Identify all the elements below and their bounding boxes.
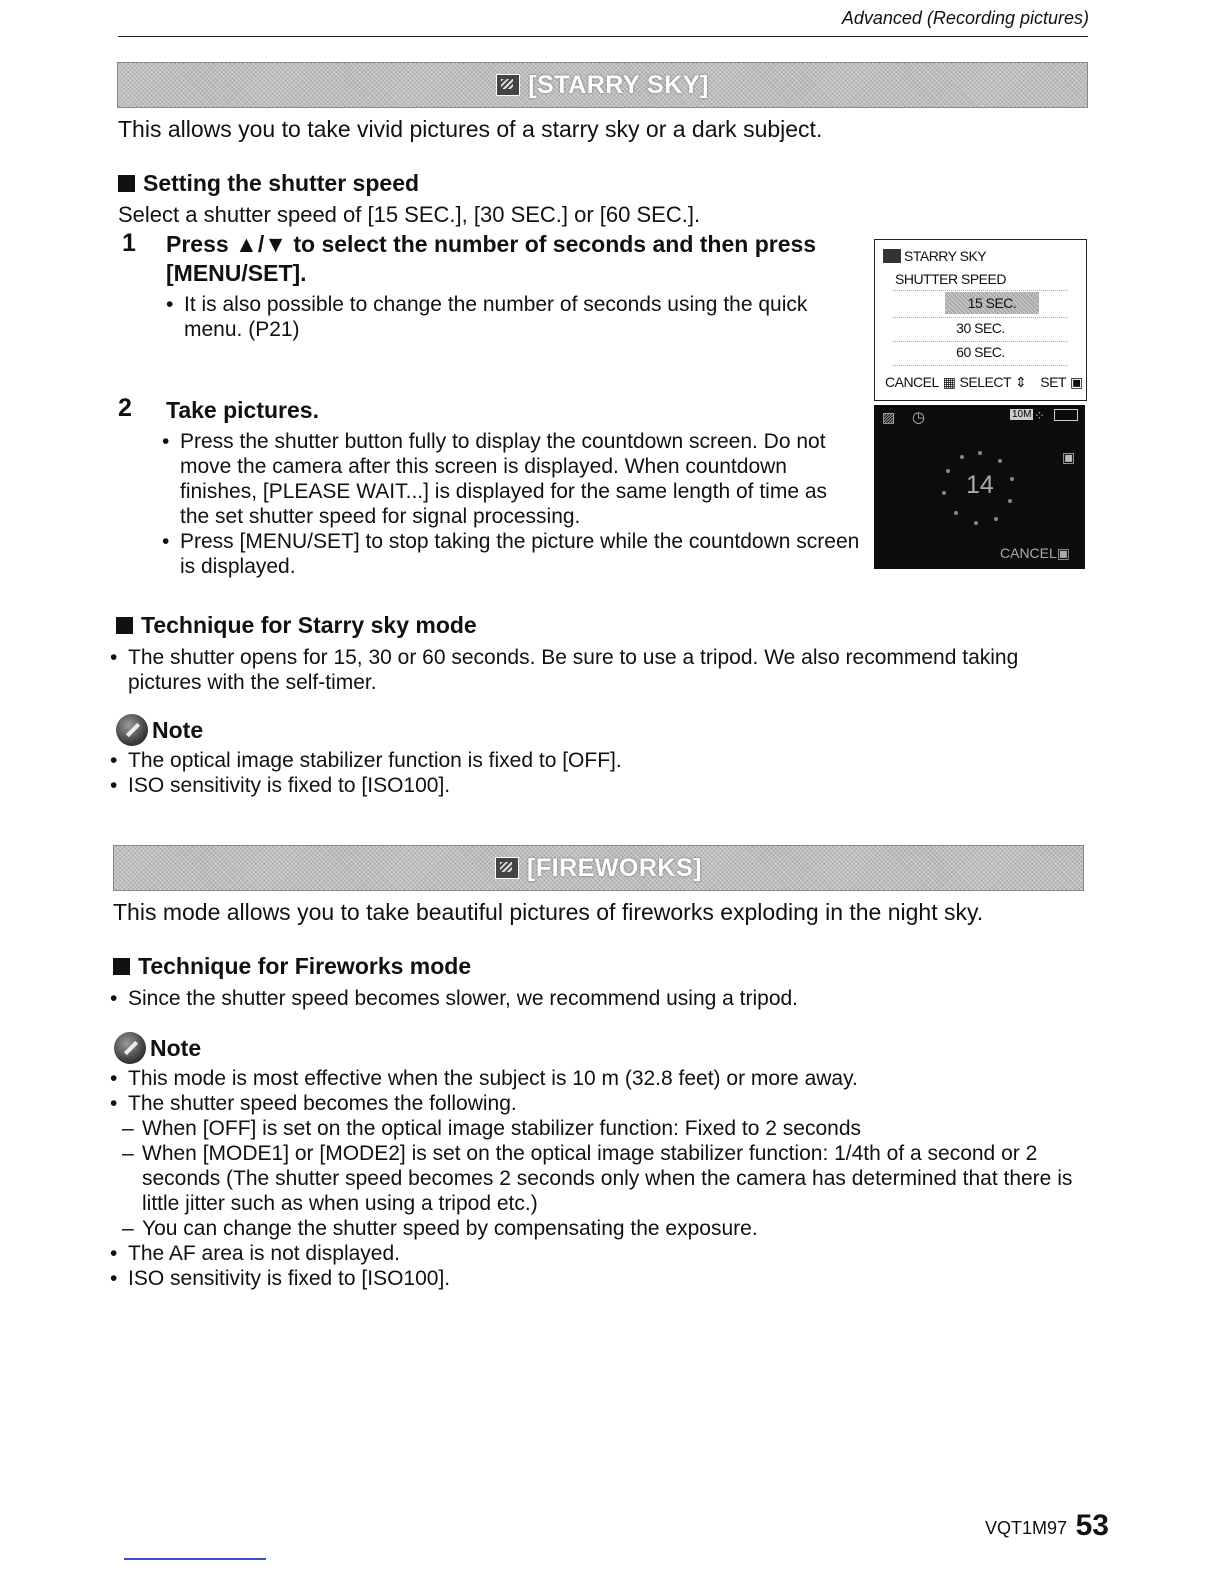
model-code: VQT1M97 [984,1518,1067,1538]
lcd-cancel: CANCEL▣ [1000,545,1071,561]
countdown-number: 14 [966,471,994,499]
step-1-number: 1 [122,229,136,257]
lcd-menu-footer: CANCEL ▦ SELECT ⇕ SET ▣ [885,374,1083,390]
note-pencil-icon [114,1032,146,1064]
list-item: • The optical image stabilizer function is fixed to [OFF]. [110,748,1010,773]
header-rule [118,36,1088,37]
list-item: • ISO sensitivity is fixed to [ISO100]. [110,1266,1085,1291]
starry-sky-title: [STARRY SKY] [528,70,709,99]
step-1-bullets [166,292,826,342]
list-item: • Press [MENU/SET] to stop taking the picture while the countdown screen is displayed. [162,529,862,579]
fireworks-notes [110,1066,1085,1291]
note-pencil-icon [116,714,148,746]
picture-size-badge: 10M [1012,409,1032,420]
divider [893,341,1068,342]
step-1-text: Press ▲/▼ to select the number of seconds and then press [MENU/SET]. [166,231,817,286]
list-item: • The AF area is not displayed. [110,1241,1085,1266]
list-item: • This mode is most effective when the subject is 10 m (32.8 feet) or more away. [110,1066,1085,1091]
trash-icon: ▦ [942,374,956,390]
list-item: • It is also possible to change the number of seconds using the quick menu. (P21) [166,292,826,342]
step-2-bullets [162,429,862,579]
square-bullet-icon [116,617,133,634]
bottom-rule [124,1558,266,1560]
starry-note-title: Note [116,714,203,746]
list-item: • ISO sensitivity is fixed to [ISO100]. [110,773,1010,798]
starry-technique-heading: Technique for Starry sky mode [116,612,477,639]
fireworks-note-title: Note [114,1032,201,1064]
lcd-option-selected: 15 SEC. [945,292,1039,314]
starry-sky-banner [117,62,1088,108]
list-item: • Press the shutter button fully to display the countdown screen. Do not move the camera after this screen is displayed. When countdown finishes, [PLEASE WAIT...] is displayed for the same length of time as the set shutter speed for signal processing. [162,429,862,529]
lcd-menu-subtitle: SHUTTER SPEED [895,271,1006,287]
step-2-number: 2 [118,394,132,422]
setting-text: Select a shutter speed of [15 SEC.], [30 SEC.] or [60 SEC.]. [118,202,701,227]
list-item: – When [OFF] is set on the optical image stabilizer function: Fixed to 2 seconds [120,1116,1085,1141]
square-bullet-icon [118,175,135,192]
starry-sky-mode-icon [883,249,901,263]
starry-sky-mode-icon [496,74,520,96]
list-item: • The shutter speed becomes the following. [110,1091,1085,1116]
divider [893,317,1068,318]
starry-sky-mode-icon: ▨ [882,409,896,425]
page-number: 53 [1075,1509,1109,1542]
fireworks-intro: This mode allows you to take beautiful pictures of fireworks exploding in the night sky. [113,899,984,925]
list-item: – You can change the shutter speed by compensating the exposure. [120,1216,1085,1241]
fireworks-title: [FIREWORKS] [527,853,702,882]
starry-technique-list [110,645,1040,695]
step-2-text: Take pictures. [166,397,319,423]
stabilizer-icon: ▣ [1062,449,1076,465]
starry-notes [110,748,1010,798]
list-item: • The shutter opens for 15, 30 or 60 seconds. Be sure to use a tripod. We also recommend taking pictures with the self-timer. [110,645,1040,695]
fireworks-mode-icon [495,857,519,879]
menu-set-icon: ▣ [1056,545,1071,561]
divider [893,290,1068,291]
menu-set-icon: ▣ [1069,374,1083,390]
self-timer-icon: ◷ [912,409,926,426]
fireworks-technique-list [110,986,1010,1011]
up-down-icon: ⇕ [1015,374,1027,390]
starry-intro: This allows you to take vivid pictures of a starry sky or a dark subject. [118,116,823,142]
fireworks-technique-heading: Technique for Fireworks mode [113,953,471,980]
lcd-menu-screen [874,239,1087,401]
lcd-option: 30 SEC. [956,320,1005,336]
lcd-menu-title: STARRY SKY [883,248,986,264]
section-header: Advanced (Recording pictures) [841,8,1089,28]
list-item: – When [MODE1] or [MODE2] is set on the optical image stabilizer function: 1/4th of a second or 2 seconds (The shutter speed becomes 2 seconds only when the camera has determined that there is little jitter such as when using a tripod etc.) [120,1141,1085,1216]
lcd-countdown-screen [874,405,1085,569]
quality-icon: ⁘ [1034,408,1045,423]
fireworks-banner [113,845,1084,891]
divider [893,365,1068,366]
list-item: • Since the shutter speed becomes slower, we recommend using a tripod. [110,986,1010,1011]
battery-icon [1054,409,1078,421]
square-bullet-icon [113,958,130,975]
setting-heading: Setting the shutter speed [118,170,419,197]
lcd-option: 60 SEC. [956,344,1005,360]
